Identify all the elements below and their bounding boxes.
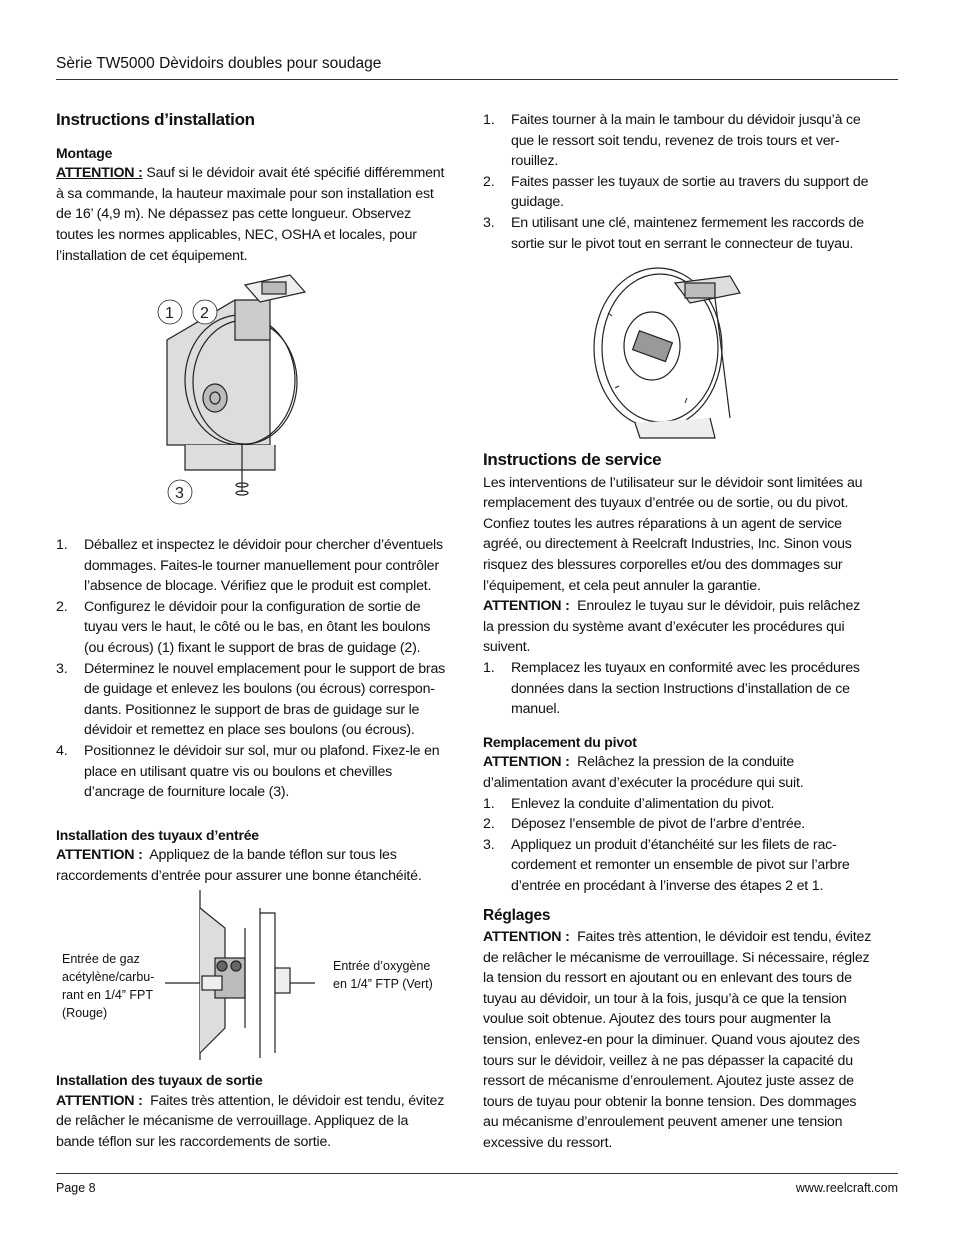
inlet-paragraph: ATTENTION : Appliquez de la bande téflon sur tous les raccordements d’entrée pour assurer une bonne étanchéité. (56, 847, 422, 884)
service-heading: Instructions de service (483, 450, 662, 469)
outlet-subheading: Installation des tuyaux de sortie (56, 1072, 263, 1088)
website-url: www.reelcraft.com (795, 1181, 898, 1195)
montage-text: Sauf si le dévidoir avait été spécifié différemment à sa commande, la hauteur maximale pour son installation est de 16’ (4,9 m). Ne dépassez pas cette longueur. Observez toutes les normes applicables, NEC, OSHA et locales, pour l’installation de cet équipement. (56, 165, 445, 264)
list-item: 2. Faites passer les tuyaux de sortie au travers du support de guidage. (483, 173, 869, 211)
list-item: 3. Appliquez un produit d’étanchéité sur les filets de rac- cordement et remonter un ensemble de pivot sur l’arbre d’entrée en procédant à l’inverse des étapes 2 et 1. (483, 836, 850, 894)
outlet-steps (483, 110, 873, 254)
service-steps (483, 658, 873, 720)
attention-label: ATTENTION : (483, 754, 570, 771)
attention-label: ATTENTION : (56, 165, 143, 182)
outlet-block (56, 1070, 446, 1152)
montage-subheading: Montage (56, 144, 113, 161)
list-item: 1. Enlevez la conduite d’alimentation du pivot. (483, 795, 775, 812)
right-steps-block (483, 110, 873, 254)
inlet-figure (160, 888, 320, 1063)
pivot-steps (483, 794, 873, 897)
attention-label: ATTENTION : (483, 929, 570, 946)
figure-label-2: 2 (200, 305, 209, 322)
inlet-subheading: Installation des tuyaux d’entrée (56, 826, 259, 843)
service-text: Les interventions de l’utilisateur sur le dévidoir sont limitées au remplacement des tuyaux d’entrée ou de sortie, ou du pivot. Confiez toutes les autres réparations à un agent de service agréé, ou directement à Reelcraft Industries, Inc. Sinon vous risquez des blessures corporelles et/ou des dommages sur l’équipement, et cela peut annuler la garantie. (483, 474, 863, 594)
reglages-subheading: Réglages (483, 907, 551, 925)
pivot-paragraph: ATTENTION : Relâchez la pression de la conduite d’alimentation avant d’exécuter la procédure qui suit. (483, 754, 804, 791)
figure-label-1: 1 (165, 305, 174, 322)
reel-mounting-figure (150, 270, 320, 510)
list-item: 1. Faites tourner à la main le tambour du dévidoir jusqu’à ce que le ressort soit tendu, revenez de trois tours et ver- rouillez. (483, 112, 861, 170)
right-service-block (483, 450, 873, 1154)
inlet-caption-left: Entrée de gaz acétylène/carbu- rant en 1/4” FPT (Rouge) (62, 952, 155, 1020)
installation-heading: Instructions d’installation (56, 110, 255, 129)
list-item: 1. Remplacez les tuyaux en conformité avec les procédures données dans la section Instructions d’installation de ce manuel. (483, 659, 860, 718)
inlet-caption-right: Entrée d’oxygène en 1/4” FTP (Vert) (333, 959, 433, 991)
footer-rule (56, 1173, 898, 1174)
reel-front-figure (590, 258, 750, 443)
left-column (56, 110, 446, 266)
figure-label-3: 3 (175, 485, 184, 502)
header-rule (56, 79, 898, 80)
list-item: 2. Configurez le dévidoir pour la configuration de sortie de tuyau vers le haut, le côté ou le bas, en ôtant les boulons (ou écrous) (1) fixant le support de bras de guidage (2). (56, 598, 431, 656)
page-number: Page 8 (56, 1181, 96, 1195)
outlet-paragraph: ATTENTION : Faites très attention, le dévidoir est tendu, évitez de relâcher le mécanisme de verrouillage. Appliquez de la bande téflon sur les raccordements de sortie. (56, 1092, 445, 1150)
list-item: 2. Déposez l’ensemble de pivot de l’arbre d’entrée. (483, 816, 806, 833)
attention-label: ATTENTION : (56, 847, 143, 864)
list-item: 3. En utilisant une clé, maintenez fermement les raccords de sortie sur le pivot tout en serrant le connecteur de tuyau. (483, 214, 864, 252)
list-item: 4. Positionnez le dévidoir sur sol, mur ou plafond. Fixez-le en place en utilisant quatre vis ou boulons et chevilles d’ancrage de fourniture locale (3). (56, 742, 440, 801)
installation-steps (56, 535, 446, 803)
left-steps-block (56, 535, 446, 887)
montage-paragraph (56, 163, 446, 266)
pivot-subheading: Remplacement du pivot (483, 733, 637, 750)
list-item: 3. Déterminez le nouvel emplacement pour le support de bras de guidage et enlevez les boulons (ou écrous) correspon- dants. Positionnez le support de bras de guidage sur le dévidoir et remettez en place ses boulons (ou écrous). (56, 660, 446, 739)
page-header-title: Sèrie TW5000 Dèvidoirs doubles pour soudage (56, 55, 382, 72)
attention-label: ATTENTION : (483, 598, 570, 615)
list-item: 1. Déballez et inspectez le dévidoir pour chercher d’éventuels dommages. Faites-le tourner manuellement pour contrôler l’absence de blocage. Vérifiez que le produit est complet. (56, 537, 443, 595)
reglages-paragraph: ATTENTION : Faites très attention, le dévidoir est tendu, évitez de relâcher le mécanisme de verrouillage. Si nécessaire, réglez la tension du ressort en ajoutant ou en enlevant des tours de tuyau au dévidoir, un tour à la fois, jusqu’à ce que la tension voulue soit obtenue. Ajoutez des tours pour augmenter la tension, enlevez-en pour la diminuer. Quand vous ajoutez des tours sur le dévidoir, veillez à ne pas dépasser la capacité du ressort de mécanisme d’enroulement. Ajoutez juste assez de tours de tuyau pour obtenir la bonne tension. Des dommages au mécanisme d’enroulement peuvent amener une tension excessive du ressort. (483, 929, 872, 1151)
attention-label: ATTENTION : (56, 1092, 143, 1109)
service-attention-paragraph: ATTENTION : Enroulez le tuyau sur le dévidoir, puis relâchez la pression du système avant d’exécuter les procédures qui suivent. (483, 598, 861, 656)
